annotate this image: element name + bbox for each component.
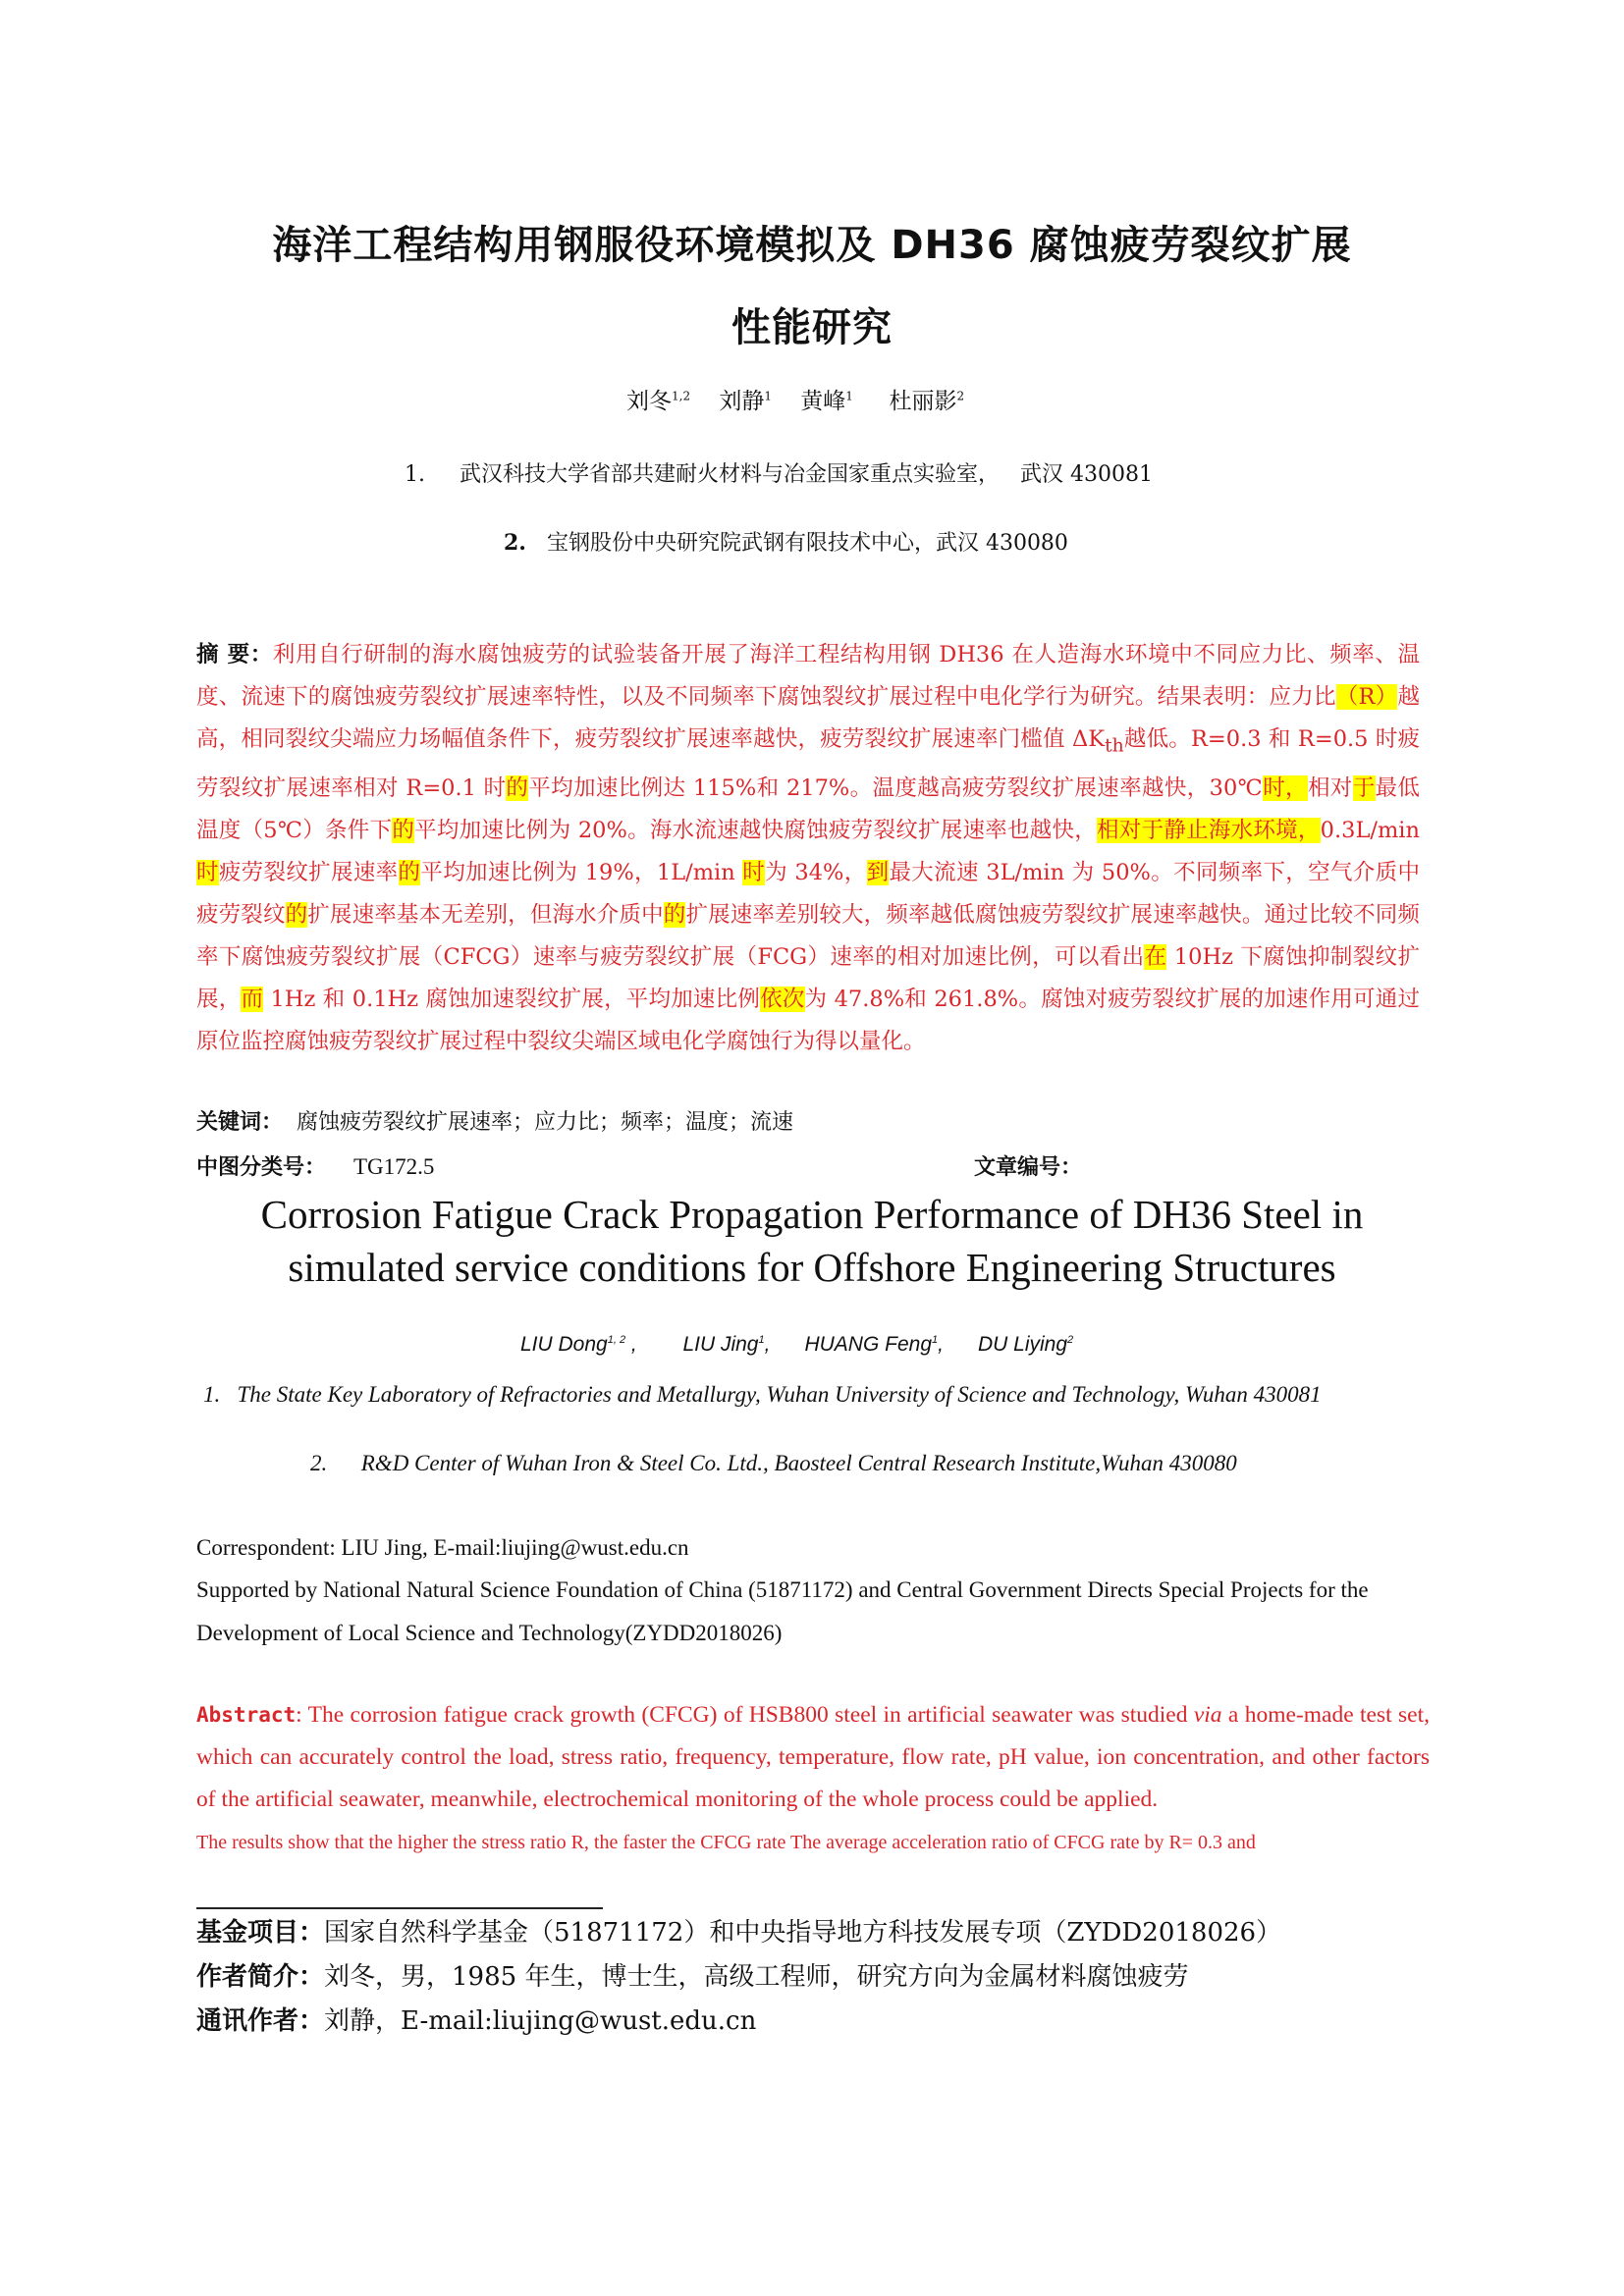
author-cn-sup: 1 (845, 389, 853, 403)
affiliation-number: 2. (504, 530, 526, 556)
abstract-en-label: Abstract (196, 1703, 297, 1727)
affiliation-text: The State Key Laboratory of Refractories and Metallurgy, Wuhan University of Science and Technology, Wuhan 430081 (237, 1382, 1322, 1407)
supported-by: Supported by National Natural Science Foundation of China (51871172) and Central Government Directs Special Projects for the Development of Local Science and Technology(ZYDD2018026) (196, 1577, 1369, 1645)
author-cn-sup: 1,2 (672, 389, 691, 403)
author-en-sup: 1 (932, 1334, 939, 1346)
author-cn-sup: 1 (764, 389, 772, 403)
title-cn-line1: 海洋工程结构用钢服役环境模拟及 DH36 腐蚀疲劳裂纹扩展 (272, 223, 1352, 268)
highlight: 时， (1263, 774, 1308, 801)
highlight: 在 (1144, 943, 1167, 970)
affiliation-number: 2. (310, 1451, 328, 1475)
highlight: 的 (663, 901, 686, 928)
classification-label: 中图分类号： (196, 1155, 327, 1180)
author-en-sup: 2 (1067, 1334, 1074, 1346)
abstract-en (196, 1694, 1430, 1864)
author-cn-name: 刘冬 (626, 389, 672, 414)
title-cn-line2: 性能研究 (731, 305, 893, 350)
highlight: 到 (866, 859, 890, 885)
highlight: 相对于静止海水环境， (1097, 817, 1321, 843)
abstract-text: 为 47.8%和 261.8%。腐蚀对疲劳裂纹扩展的加速作用可通过原位监控腐蚀疲劳裂纹扩展过程中裂纹尖端区域电化学腐蚀行为得以量化。 (196, 986, 1420, 1054)
footnote-text: 国家自然科学基金（51871172）和中央指导地方科技发展专项（ZYDD2018026） (324, 1918, 1282, 1948)
keywords-text: 腐蚀疲劳裂纹扩展速率；应力比；频率；温度；流速 (297, 1110, 794, 1135)
abstract-text: 0.3L/min (1320, 817, 1420, 843)
abstract-text: : The corrosion fatigue crack growth (CFCG) of HSB800 steel in artificial seawater was studied (296, 1702, 1194, 1728)
footnote-label: 基金项目： (196, 1918, 325, 1948)
author-cn-sup: 2 (956, 389, 965, 403)
footnote-label: 通讯作者： (196, 2006, 325, 2036)
affiliation-en-1 (203, 1382, 1322, 1408)
abstract-text: 最大流速 3L/min 为 50%。不同频率下，空气介质中疲劳裂纹 (196, 859, 1420, 928)
author-en-sup: 1, 2 (607, 1334, 626, 1346)
classification (196, 1150, 434, 1181)
abstract-text: 扩展速率基本无差别，但海水介质中 (307, 901, 664, 928)
authors-cn (626, 383, 964, 415)
author-en-name: LIU Jing (682, 1333, 759, 1356)
highlight: （R） (1335, 684, 1398, 710)
keywords-label: 关键词： (196, 1110, 284, 1135)
highlight: 的 (398, 859, 421, 885)
abstract-italic: via (1193, 1702, 1222, 1728)
abstract-text: The results show that the higher the stress ratio R, the faster the CFCG rate The average acceleration ratio of CFCG rate by R= 0.3 and (196, 1832, 1256, 1853)
author-en-name: LIU Dong (520, 1333, 608, 1356)
abstract-text: 1Hz 和 0.1Hz 腐蚀加速裂纹扩展，平均加速比例 (263, 986, 761, 1012)
authors-en (520, 1333, 1073, 1357)
author-separator: , (764, 1333, 771, 1356)
footnote-text: 刘静，E-mail:liujing@wust.edu.cn (324, 2006, 757, 2036)
author-separator: , (625, 1333, 637, 1356)
abstract-text: 利用自行研制的海水腐蚀疲劳的试验装备开展了海洋工程结构用钢 DH36 在人造海水环境中不同应力比、频率、温度、流速下的腐蚀疲劳裂纹扩展速率特性，以及不同频率下腐蚀裂纹扩展过程中电化学行为研究。结果表明：应力比 (196, 642, 1420, 710)
highlight: 于 (1352, 774, 1376, 801)
affiliation-number: 1. (203, 1382, 221, 1407)
abstract-text: a home-made test set, which can accurately control the load, stress ratio, frequency, temperature, flow rate, pH value, ion concentration, and other factors of the artificial seawater, meanwhile, electrochemical monitoring of the whole process could be applied. (196, 1702, 1430, 1812)
title-en-line2: simulated service conditions for Offshore Engineering Structures (288, 1245, 1336, 1290)
abstract-text: 越低。R=0.3 和 R=0.5 时疲劳裂纹扩展速率相对 R=0.1 时 (196, 726, 1421, 801)
highlight: 依次 (760, 986, 805, 1012)
subscript: th (1105, 735, 1124, 757)
affiliation-number: 1. (405, 462, 425, 487)
abstract-text: 平均加速比例为 20%。海水流速越快腐蚀疲劳裂纹扩展速率也越快， (414, 817, 1098, 843)
author-en-name: HUANG Feng (804, 1333, 933, 1356)
title-en-line1: Corrosion Fatigue Crack Propagation Performance of DH36 Steel in (260, 1192, 1364, 1237)
abstract-text: 疲劳裂纹扩展速率 (218, 859, 399, 885)
keywords-cn (196, 1105, 793, 1136)
abstract-text: 平均加速比例达 115%和 217%。温度越高疲劳裂纹扩展速率越快，30℃ (528, 774, 1264, 801)
affiliation-en-2 (310, 1451, 1237, 1476)
highlight: 时 (196, 859, 219, 885)
article-number-label: 文章编号： (974, 1155, 1083, 1180)
highlight: 的 (285, 901, 308, 928)
footnote-corresponding (196, 2001, 756, 2037)
highlight: 时 (742, 859, 766, 885)
affiliation-city: 武汉 430081 (1019, 462, 1153, 487)
highlight: 的 (506, 774, 529, 801)
classification-value: TG172.5 (353, 1154, 435, 1179)
affiliation-cn-1 (405, 457, 1153, 488)
abstract-cn-label: 摘 要： (196, 642, 273, 667)
footnote-funding (196, 1912, 1281, 1949)
author-en-name: DU Liying (978, 1333, 1068, 1356)
footnote-label: 作者简介： (196, 1962, 325, 1992)
abstract-text: 10Hz 下腐蚀抑制裂纹扩展， (196, 943, 1420, 1012)
correspondent: Correspondent: LIU Jing, E-mail:liujing@wust.edu.cn (196, 1535, 689, 1560)
author-cn-name: 黄峰 (800, 389, 846, 414)
highlight: 的 (392, 817, 415, 843)
abstract-text: 平均加速比例为 19%，1L/min (420, 859, 743, 885)
affiliation-text: R&D Center of Wuhan Iron & Steel Co. Ltd., Baosteel Central Research Institute,Wuhan 430080 (360, 1451, 1237, 1475)
author-cn-name: 杜丽影 (889, 389, 957, 414)
author-separator: , (938, 1333, 944, 1356)
footnote-author-bio (196, 1956, 1188, 1993)
highlight: 而 (241, 986, 264, 1012)
abstract-text: 相对 (1307, 774, 1353, 801)
affiliation-text: 宝钢股份中央研究院武钢有限技术中心，武汉 430080 (546, 531, 1068, 556)
abstract-text: 扩展速率差别较大，频率越低腐蚀疲劳裂纹扩展速率越快。通过比较不同频率下腐蚀疲劳裂纹扩展（CFCG）速率与疲劳裂纹扩展（FCG）速率的相对加速比例，可以看出 (196, 901, 1420, 970)
affiliation-cn-2 (504, 526, 1068, 557)
author-en-sup: 1 (758, 1334, 765, 1346)
author-cn-name: 刘静 (719, 389, 765, 414)
abstract-text: 最低温度（5℃）条件下 (196, 774, 1420, 843)
abstract-cn (196, 634, 1420, 1063)
abstract-text: 越高，相同裂纹尖端应力场幅值条件下，疲劳裂纹扩展速率越快，疲劳裂纹扩展速率门槛值 ΔK (196, 684, 1420, 752)
abstract-text: 为 34%， (765, 859, 867, 885)
footnote-text: 刘冬，男，1985 年生，博士生，高级工程师，研究方向为金属材料腐蚀疲劳 (324, 1962, 1189, 1992)
affiliation-text: 武汉科技大学省部共建耐火材料与冶金国家重点实验室， (459, 462, 1000, 487)
footnote-divider (196, 1907, 603, 1909)
